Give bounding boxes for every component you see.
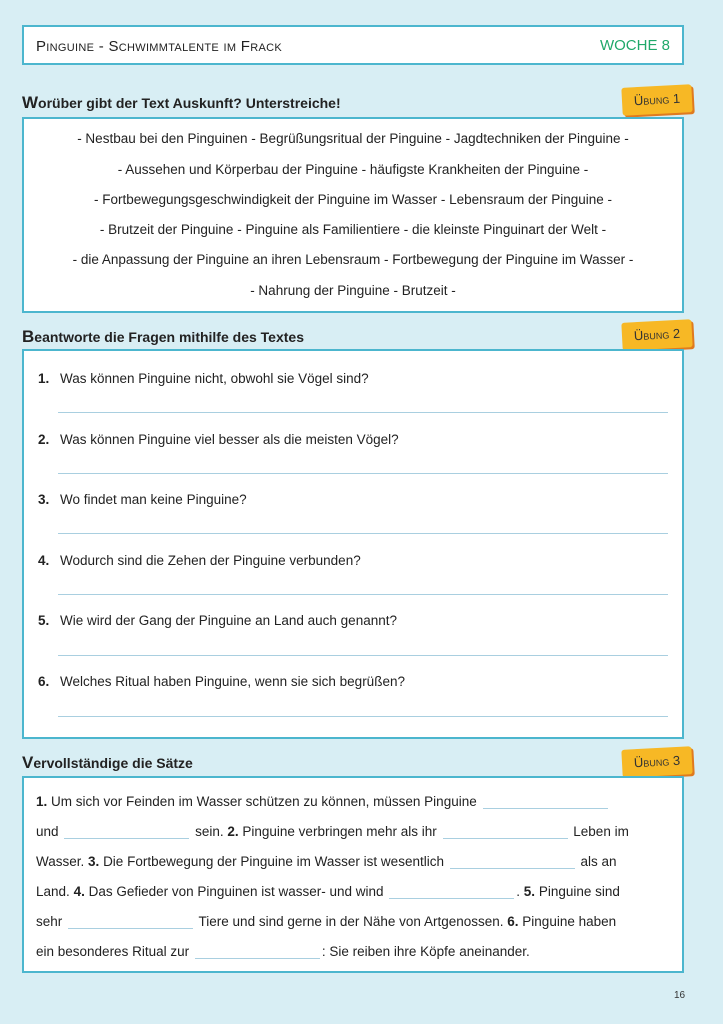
exercise2-badge: Übung 2 bbox=[621, 319, 692, 351]
sentence-line-4: Land. 4. Das Gefieder von Pinguinen ist wasser- und wind . 5. Pinguine sind bbox=[36, 884, 620, 899]
exercise1-title: Worüber gibt der Text Auskunft? Unterstreiche! bbox=[22, 93, 341, 112]
topic-line[interactable]: - Nestbau bei den Pinguinen - Begrüßungsritual der Pinguine - Jagdtechniken der Pinguine - bbox=[77, 131, 629, 146]
fill-blank[interactable] bbox=[450, 854, 575, 869]
sentence-line-3: Wasser. 3. Die Fortbewegung der Pinguine im Wasser ist wesentlich als an bbox=[36, 854, 617, 869]
topic-line[interactable]: - Brutzeit der Pinguine - Pinguine als Familientiere - die kleinste Pinguinart der Welt - bbox=[99, 222, 607, 237]
page-number: 16 bbox=[674, 990, 686, 1001]
question-6: 6. Welches Ritual haben Pinguine, wenn sie sich begrüßen? bbox=[38, 674, 405, 689]
answer-line-5[interactable] bbox=[58, 655, 668, 656]
topic-line[interactable]: - Fortbewegungsgeschwindigkeit der Pinguine im Wasser - Lebensraum der Pinguine - bbox=[93, 192, 612, 207]
question-3: 3. Wo findet man keine Pinguine? bbox=[38, 492, 247, 507]
answer-line-3[interactable] bbox=[58, 533, 668, 534]
question-2: 2. Was können Pinguine viel besser als die meisten Vögel? bbox=[38, 432, 399, 447]
answer-line-4[interactable] bbox=[58, 594, 668, 595]
exercise3-title: Vervollständige die Sätze bbox=[22, 753, 193, 772]
topic-line[interactable]: - Nahrung der Pinguine - Brutzeit - bbox=[250, 283, 456, 298]
answer-line-1[interactable] bbox=[58, 412, 668, 413]
topic-line[interactable]: - die Anpassung der Pinguine an ihren Lebensraum - Fortbewegung der Pinguine im Wasser - bbox=[72, 252, 634, 267]
exercise1-badge: Übung 1 bbox=[621, 84, 692, 116]
fill-blank[interactable] bbox=[68, 914, 193, 929]
fill-blank[interactable] bbox=[64, 824, 189, 839]
exercise2-question-box bbox=[22, 349, 684, 739]
fill-blank[interactable] bbox=[195, 944, 320, 959]
exercise2-title: Beantworte die Fragen mithilfe des Textes bbox=[22, 327, 304, 346]
fill-blank[interactable] bbox=[389, 884, 514, 899]
week-label: WOCHE 8 bbox=[599, 37, 670, 54]
question-1: 1. Was können Pinguine nicht, obwohl sie Vögel sind? bbox=[38, 371, 369, 386]
exercise3-badge: Übung 3 bbox=[621, 746, 692, 778]
fill-blank[interactable] bbox=[483, 794, 608, 809]
answer-line-6[interactable] bbox=[58, 716, 668, 717]
sentence-line-1: 1. Um sich vor Feinden im Wasser schützen zu können, müssen Pinguine bbox=[36, 794, 610, 809]
header-bar bbox=[22, 25, 684, 65]
sentence-line-6: ein besonderes Ritual zur : Sie reiben ihre Köpfe aneinander. bbox=[36, 944, 530, 959]
fill-blank[interactable] bbox=[443, 824, 568, 839]
question-5: 5. Wie wird der Gang der Pinguine an Land auch genannt? bbox=[38, 613, 397, 628]
exercise1-topic-box bbox=[22, 117, 684, 313]
topic-line[interactable]: - Aussehen und Körperbau der Pinguine - häufigste Krankheiten der Pinguine - bbox=[117, 162, 589, 177]
answer-line-2[interactable] bbox=[58, 473, 668, 474]
sentence-line-5: sehr Tiere und sind gerne in der Nähe von Artgenossen. 6. Pinguine haben bbox=[36, 914, 617, 929]
sentence-line-2: und sein. 2. Pinguine verbringen mehr als ihr Leben im bbox=[36, 824, 629, 839]
exercise3-sentence-box bbox=[22, 776, 684, 973]
question-4: 4. Wodurch sind die Zehen der Pinguine verbunden? bbox=[38, 553, 361, 568]
worksheet-title: Pinguine - Schwimmtalente im Frack bbox=[36, 38, 283, 55]
